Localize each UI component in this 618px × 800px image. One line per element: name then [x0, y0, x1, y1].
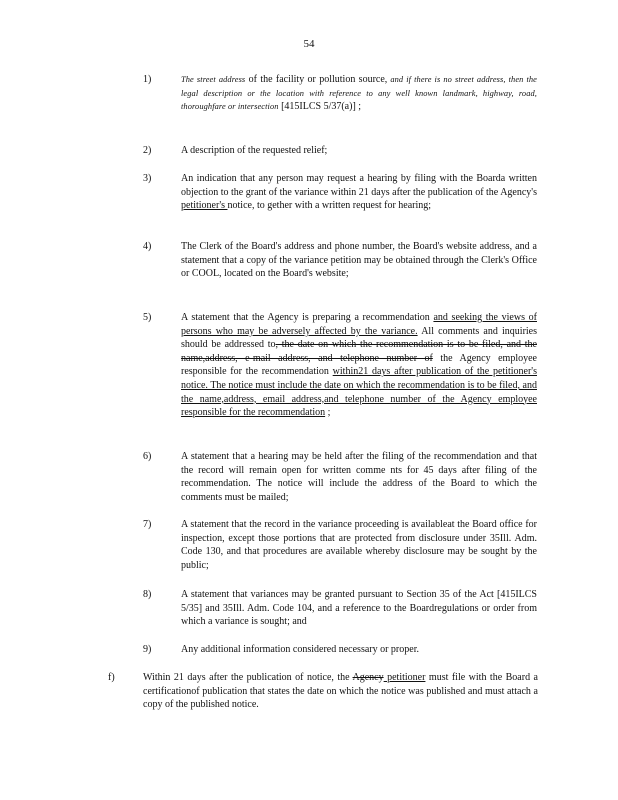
inserted-text: petitioner's — [181, 200, 228, 212]
inserted-text: and seeking the views of persons who may be adversely affected by the variance. — [181, 312, 537, 337]
page-number: 54 — [303, 38, 315, 50]
item-text: A statement that a hearing may be held after the filing of the recommendation and that the record will remain open for written comme nts for 45 days after filing of the recommendation. The notice will include the address of the Board to which the comments must be mailed; — [181, 451, 537, 503]
item-text: A statement that the record in the variance proceeding is availableat the Board office for inspection, except those portions that are protected from disclosure under 35Ill. Adm. Code 130, and that procedures are available whereby disclosure may be sought by the public; — [181, 519, 537, 571]
item-text: Within 21 days after the publication of notice, the — [143, 672, 353, 683]
item-number: 5) — [143, 312, 152, 323]
item-text: A statement that variances may be granted pursuant to Section 35 of the Act [415ILCS 5/35] and 35Ill. Adm. Code 104, and a reference to the Boardregulations or order from which a variance is sought; and — [181, 589, 537, 628]
item-text: notice, to gether with a written request for hearing; — [227, 200, 432, 212]
inserted-text: petitioner — [383, 672, 426, 683]
item-text: of the facility or pollution source, — [245, 74, 388, 85]
subsection-body — [143, 671, 538, 712]
item-number: 3) — [143, 173, 152, 184]
inserted-text: within21 days after publication of the petitioner's notice. The notice must include the date on which the recommendation is to be filed, and the name,address, email address,and telephone number of the Agency employee responsible for the recommendation — [181, 366, 537, 419]
deleted-text: Agency — [352, 672, 384, 683]
item-text: the Agency employee responsible for the recommendation — [181, 352, 537, 378]
item-text: must file with the Board a certificationof publication that states the date on which the notice was published and must attach a copy of the published notice. — [143, 672, 538, 711]
item-number: 8) — [143, 589, 152, 600]
item-number: 2) — [143, 145, 152, 156]
italic-text: The street address — [181, 75, 246, 84]
item-text: An indication that any person may request a hearing by filing with the Boarda written objection to the grant of the variance within 21 days after the publication of the Agency's — [181, 173, 537, 198]
item-text: A description of the requested relief; — [181, 145, 328, 156]
citation: [415ILCS 5/37(a)] ; — [278, 101, 362, 113]
italic-text: and if there is no street address, then the legal description or the location with reference to any well known landmark, highway, road, thoroughfare or intersection — [181, 75, 537, 112]
item-number: 9) — [143, 644, 152, 655]
deleted-text: , the date on which the recommendation is to be filed, and the name,address, e-mail address, and telephone number of — [181, 339, 537, 364]
item-number: 1) — [143, 74, 152, 85]
subsection-letter: f) — [108, 672, 115, 683]
item-text: A statement that the Agency is preparing a recommendation — [181, 312, 434, 323]
item-body — [181, 311, 537, 420]
item-body — [181, 172, 537, 213]
item-text: The Clerk of the Board's address and phone number, the Board's website address, and a statement that a copy of the variance petition may be obtained through the Clerk's Office or COOL, located on the Board's website; — [181, 241, 537, 280]
item-text: All comments and inquiries should be addressed to — [181, 325, 538, 351]
item-text: Any additional information considered necessary or proper. — [181, 644, 419, 655]
item-number: 6) — [143, 451, 152, 462]
item-body — [181, 73, 537, 114]
item-number: 7) — [143, 519, 152, 530]
item-text: ; — [325, 407, 331, 419]
item-number: 4) — [143, 241, 152, 252]
